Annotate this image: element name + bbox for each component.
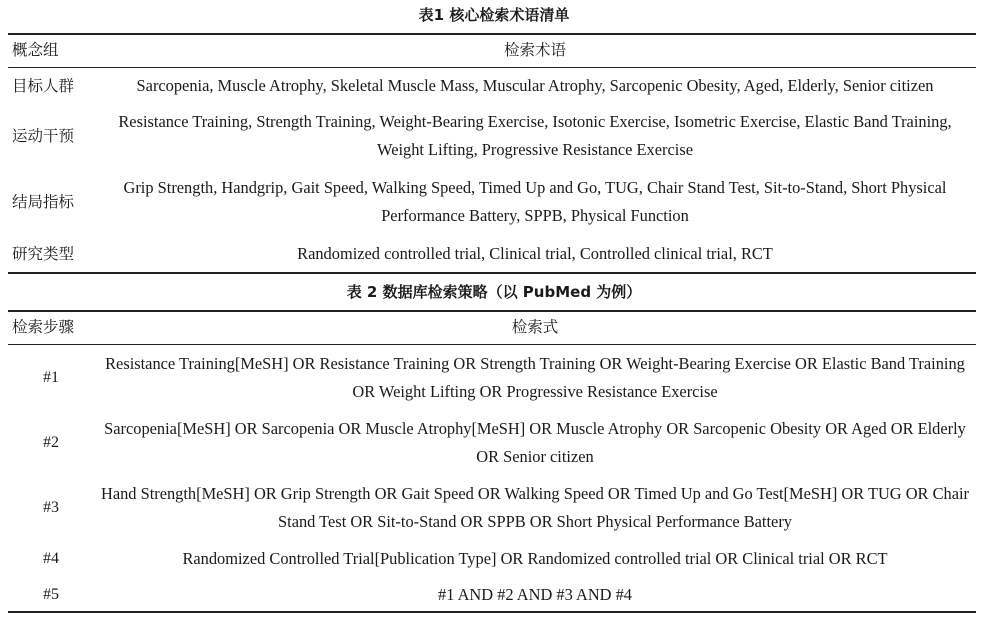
table2-query-cell: Hand Strength[MeSH] OR Grip Strength OR Gait Speed OR Walking Speed OR Timed Up and Go Test[MeSH] OR TUG OR Chair Stand Test OR Sit-to-Stand OR SPPB OR Short Physical Performance Battery [100,484,970,531]
table-row [8,104,976,168]
table1-terms-cell: Sarcopenia, Muscle Atrophy, Skeletal Muscle Mass, Muscular Atrophy, Sarcopenic Obesity, Aged, Elderly, Senior citizen [136,76,934,95]
table1-terms-cell: Randomized controlled trial, Clinical trial, Controlled clinical trial, RCT [297,244,773,263]
table1-bottom-rule [8,272,976,274]
table-row [8,345,976,411]
table2-step-cell: #5 [43,586,59,603]
table2-header-row [8,312,976,342]
table2-header-step: 检索步骤 [12,318,75,336]
table1-terms-cell: Resistance Training, Strength Training, Weight-Bearing Exercise, Isotonic Exercise, Isometric Exercise, Elastic Band Training, Weight Lifting, Progressive Resistance Exercise [118,112,952,159]
table2-bottom-rule [8,611,976,613]
table2-step-cell: #2 [43,434,59,451]
table1-caption: 表1 核心检索术语清单 [418,6,570,24]
table1-group-cell: 结局指标 [12,193,75,211]
table1-group-cell: 运动干预 [12,127,75,145]
table1-header-row [8,35,976,65]
table2 [8,312,976,342]
table2-query-cell: Sarcopenia[MeSH] OR Sarcopenia OR Muscle Atrophy[MeSH] OR Muscle Atrophy OR Sarcopenic Obesity OR Aged OR Elderly OR Senior citizen [104,419,966,466]
table2-query-cell: Randomized Controlled Trial[Publication Type] OR Randomized controlled trial OR Clinical trial OR RCT [182,549,888,568]
table1-terms-cell: Grip Strength, Handgrip, Gait Speed, Walking Speed, Timed Up and Go, TUG, Chair Stand Test, Sit-to-Stand, Short Physical Performance Battery, SPPB, Physical Function [123,178,947,225]
table2-step-cell: #1 [43,369,59,386]
table-row [8,541,976,577]
table2-query-cell: #1 AND #2 AND #3 AND #4 [438,585,632,604]
table1-body [8,68,976,272]
table-row [8,68,976,104]
table-row [8,411,976,475]
table-row [8,236,976,272]
table2-body [8,345,976,613]
table-row [8,577,976,613]
table1-group-cell: 研究类型 [12,245,75,263]
table1-header-terms: 检索术语 [503,41,566,59]
table2-step-cell: #4 [43,550,59,567]
table2-header-query: 检索式 [511,318,559,336]
table2-query-cell: Resistance Training[MeSH] OR Resistance Training OR Strength Training OR Weight-Bearing Exercise OR Elastic Band Training OR Weight Lifting OR Progressive Resistance Exercise [105,354,965,401]
table1-header-group: 概念组 [12,41,59,59]
table-row [8,475,976,541]
table1 [8,35,976,65]
table-row [8,168,976,236]
table2-caption: 表 2 数据库检索策略（以 PubMed 为例） [346,283,642,301]
table1-group-cell: 目标人群 [12,77,75,95]
table2-step-cell: #3 [43,499,59,516]
